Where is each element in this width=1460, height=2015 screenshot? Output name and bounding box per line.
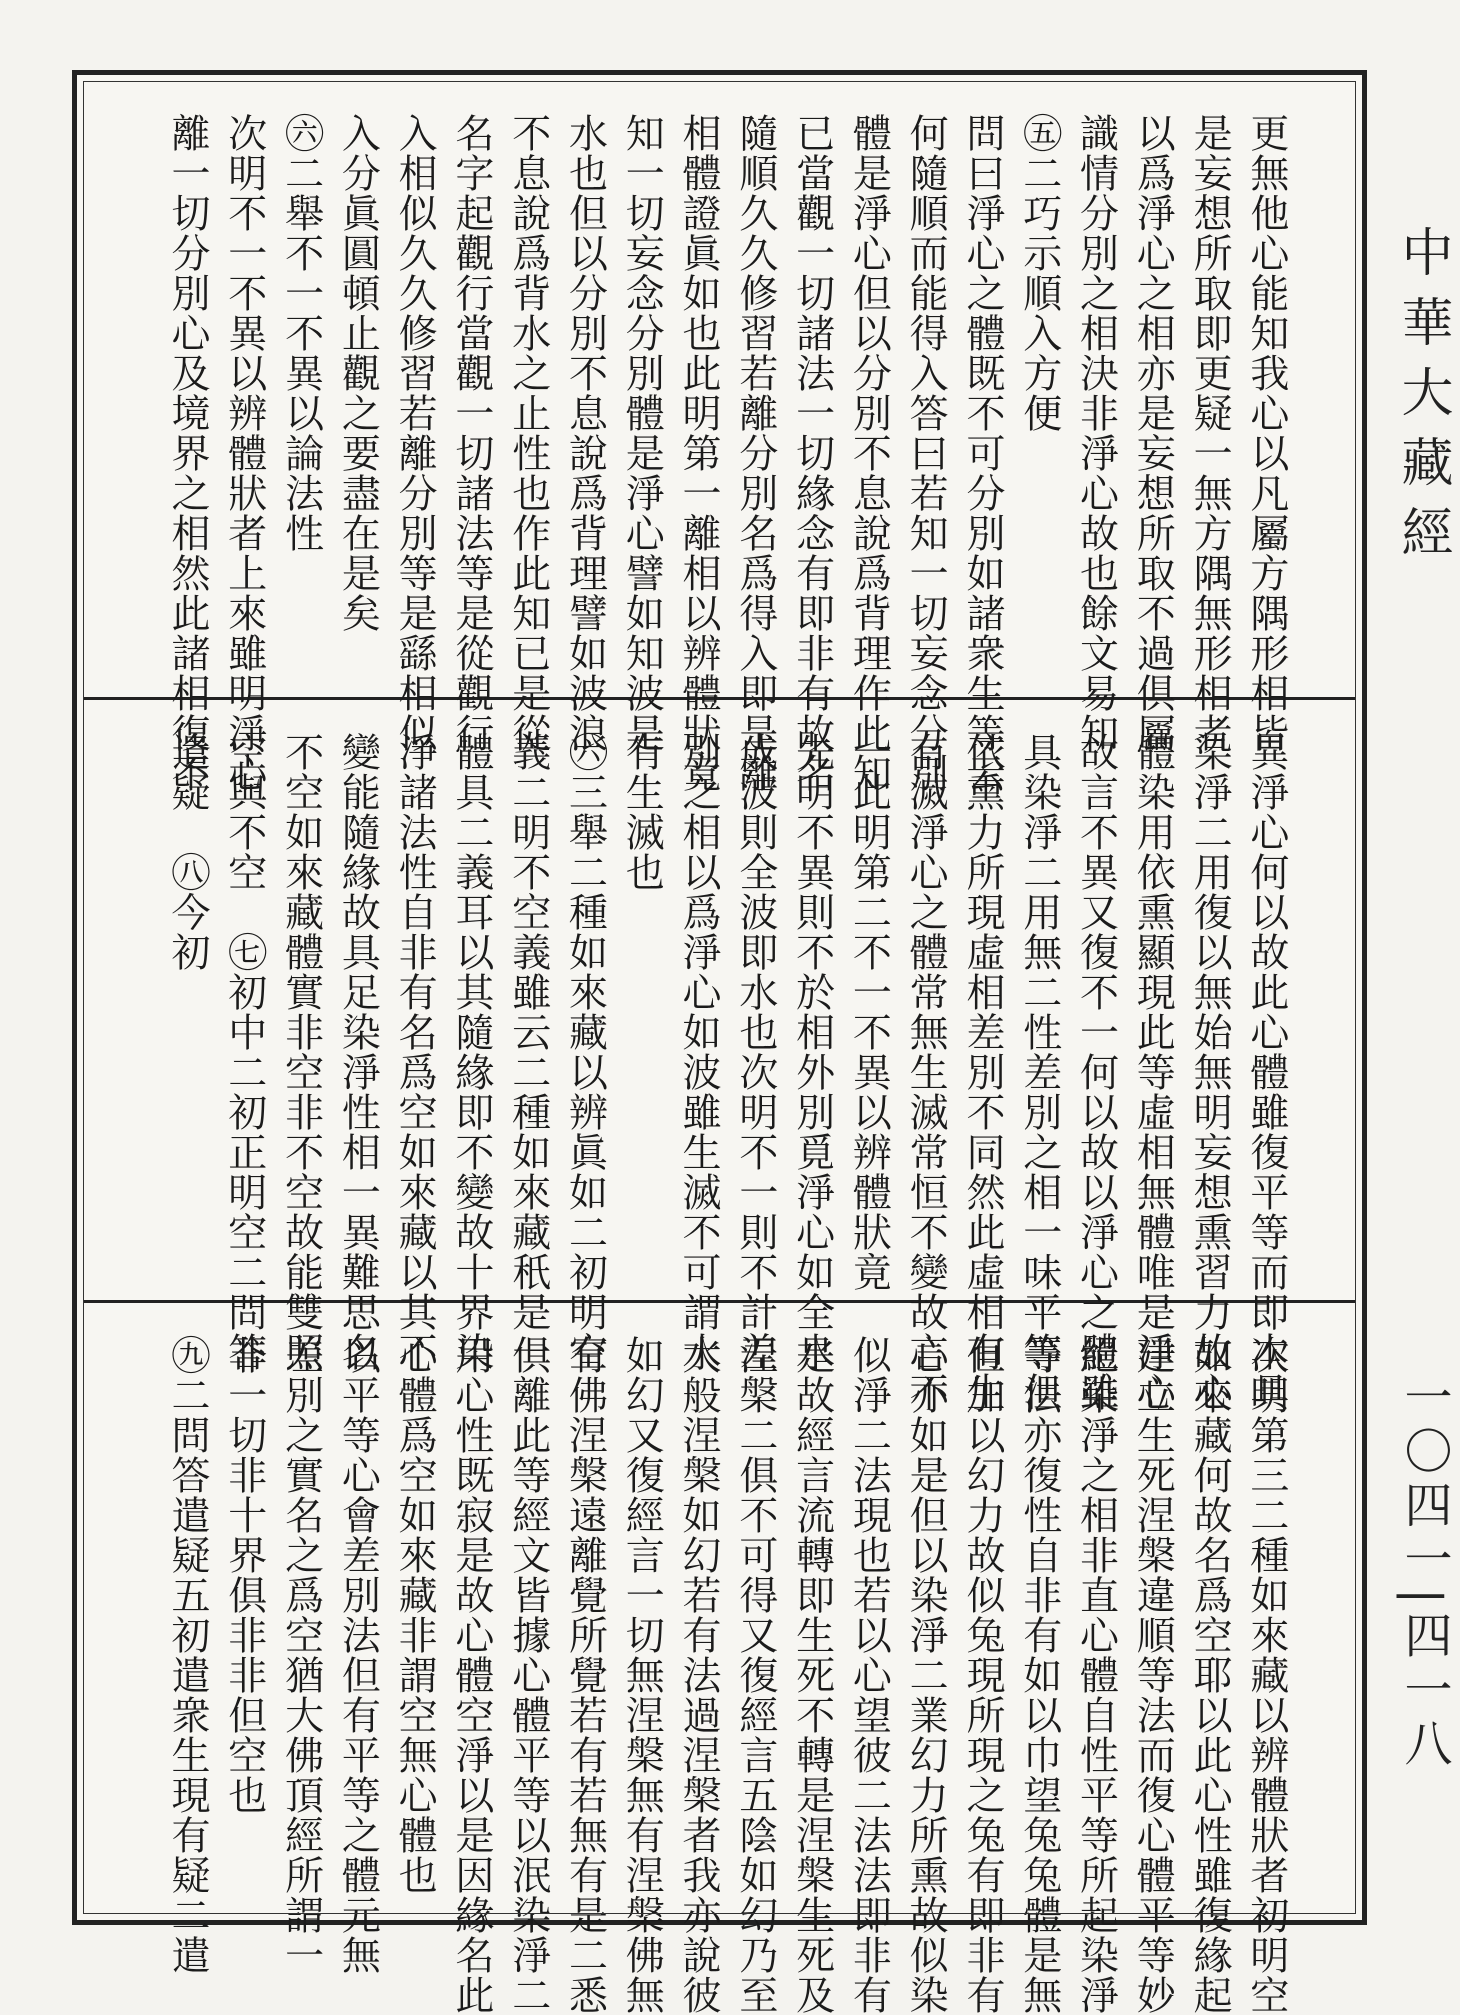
text-column: 用心性既寂是故心體空淨以是因緣名此	[448, 1335, 494, 2015]
text-column: 一此明第二不一不異以辨體狀竟	[846, 732, 892, 1292]
text-column: 有生滅也	[619, 732, 665, 892]
text-column: 體具二義耳以其隨緣即不變故十界染	[448, 732, 494, 1372]
text-column: 是故經言流轉即生死不轉是涅槃生死及	[789, 1335, 835, 2015]
text-column: 更無他心能知我心以凡屬方隅形相皆	[1243, 113, 1289, 753]
lower-panel	[83, 1303, 1356, 2015]
text-column: 空與不空 ㊆初中二初正明空二問答	[221, 732, 267, 1372]
text-column: 入分眞圓頓止觀之要盡在是矣	[335, 113, 381, 633]
upper-panel	[83, 81, 1356, 793]
text-column: 是妄想所取即更疑一無方隅無形相者	[1187, 113, 1233, 753]
text-column: 如來藏何故名爲空耶以此心性雖復緣起	[1187, 1335, 1233, 2015]
text-column: 名字起觀行當觀一切諸法等是從觀行	[448, 113, 494, 753]
text-column: 具染淨二用無二性差別之相一味平等但	[1016, 732, 1062, 1412]
text-column: 涅槃二俱不可得又復經言五陰如幻乃至	[732, 1335, 778, 2015]
middle-panel-columns	[153, 732, 1289, 1412]
text-column: 建立生死涅槃違順等法而復心體平等妙	[1130, 1335, 1176, 2015]
text-column: 次明不一不異以辨體狀者上來雖明淨心	[221, 113, 267, 793]
middle-panel	[83, 700, 1356, 1412]
text-column: 不息說爲背水之止性也作此知已是從	[505, 113, 551, 753]
text-column: 何隨順而能得入答曰若知一切妄念分別	[903, 113, 949, 793]
text-column: 問曰淨心之體既不可分別如諸衆生等云	[959, 113, 1005, 793]
text-column: 異淨心何以故此心體雖復平等而即本具	[1243, 732, 1289, 1412]
text-column: 別之相以爲淨心如波雖生滅不可謂水	[676, 732, 722, 1372]
text-column: 以平等心會差別法但有平等之體元無	[335, 1335, 381, 1975]
text-column: 似淨二法現也若以心望彼二法法即非有	[846, 1335, 892, 2015]
text-column: 但加以幻力故似兔現所現之兔有即非有	[959, 1335, 1005, 2015]
text-column: 如幻又復經言一切無涅槃無有涅槃佛無	[619, 1335, 665, 2015]
text-column: 體染用依熏顯現此等虛相無體唯是淨心	[1130, 732, 1176, 1412]
text-column: 已當觀一切諸法一切緣念有即非有故名	[789, 113, 835, 793]
text-column: 心體爲空如來藏非謂空無心體也	[392, 1335, 438, 1895]
text-column: 不空如來藏體實非空非不空故能雙照	[278, 732, 324, 1372]
text-column: ㊅二舉不一不異以論法性	[278, 113, 324, 553]
text-column: 染淨二用復以無始無明妄想熏習力故心	[1187, 732, 1233, 1412]
text-column: ㊅三舉二種如來藏以辨眞如二初明空	[562, 732, 608, 1372]
text-column: 先明不異則不於相外別覓淨心如全水	[789, 732, 835, 1372]
text-column: 等法亦復性自非有如以巾望兔兔體是無	[1016, 1335, 1062, 2015]
upper-panel-columns	[153, 113, 1289, 793]
text-column: 遣疑 ㊇今初	[165, 732, 210, 972]
text-column: 非一切非十界俱非非但空也	[221, 1335, 267, 1815]
page-frame	[72, 70, 1367, 2015]
scripture-collection-title: 中華大藏經	[1392, 225, 1452, 575]
text-column: 差別之實名之爲空猶大佛頂經所謂一	[278, 1335, 324, 1975]
text-column: 俱離此等經文皆據心體平等以泯染淨二	[505, 1335, 551, 2015]
text-column: 義二明不空義雖云二種如來藏秖是一	[505, 732, 551, 1372]
text-column: 絕染淨之相非直心體自性平等所起染淨	[1073, 1335, 1119, 2015]
text-column: 淨諸法性自非有名爲空如來藏以其不	[392, 732, 438, 1372]
text-column: 變能隨緣故具足染淨性相一異難思名	[335, 732, 381, 1372]
text-column: 次明第三二種如來藏以辨體狀者初明空	[1243, 1335, 1289, 2015]
text-column: 有滅淨心之體常無生滅常恒不變故言不	[903, 732, 949, 1412]
text-column: 離一切分別心及境界之相然此諸相復不	[165, 113, 210, 793]
text-column: 隨順久久修習若離分別名爲得入即是離	[732, 113, 778, 793]
text-column: 故言不異又復不一何以故以淨心之體雖	[1073, 732, 1119, 1412]
lower-panel-columns	[153, 1335, 1289, 2015]
text-column: 水也但以分別不息說爲背理譬如波浪	[562, 113, 608, 753]
text-column: 成波則全波即水也次明不一則不計差	[732, 732, 778, 1372]
page-number: 一〇四一|四一八	[1396, 1372, 1452, 1773]
text-column: 識情分別之相決非淨心故也餘文易知	[1073, 113, 1119, 753]
text-column: 知一切妄念分別體是淨心譬如知波是	[619, 113, 665, 753]
text-column: 相體證眞如也此明第一離相以辨體狀竟	[676, 113, 722, 793]
text-column: 大般涅槃如幻若有法過涅槃者我亦說彼	[676, 1335, 722, 2015]
text-column: 體是淨心但以分別不息說爲背理作此知	[846, 113, 892, 793]
text-column: 有佛涅槃遠離覺所覺若有若無有是二悉	[562, 1335, 608, 2015]
text-column: ㊈二問答遣疑五初遣衆生現有疑二遣	[165, 1335, 210, 1975]
text-column: 心亦如是但以染淨二業幻力所熏故似染	[903, 1335, 949, 2015]
text-column: 入相似久久修習若離分別等是繇相似	[392, 113, 438, 753]
text-column: 以爲淨心之相亦是妄想所取不過俱屬	[1130, 113, 1176, 753]
text-column: ㊄二巧示順入方便	[1016, 113, 1062, 433]
text-column: 依熏力所現虛相差別不同然此虛相有生	[959, 732, 1005, 1412]
